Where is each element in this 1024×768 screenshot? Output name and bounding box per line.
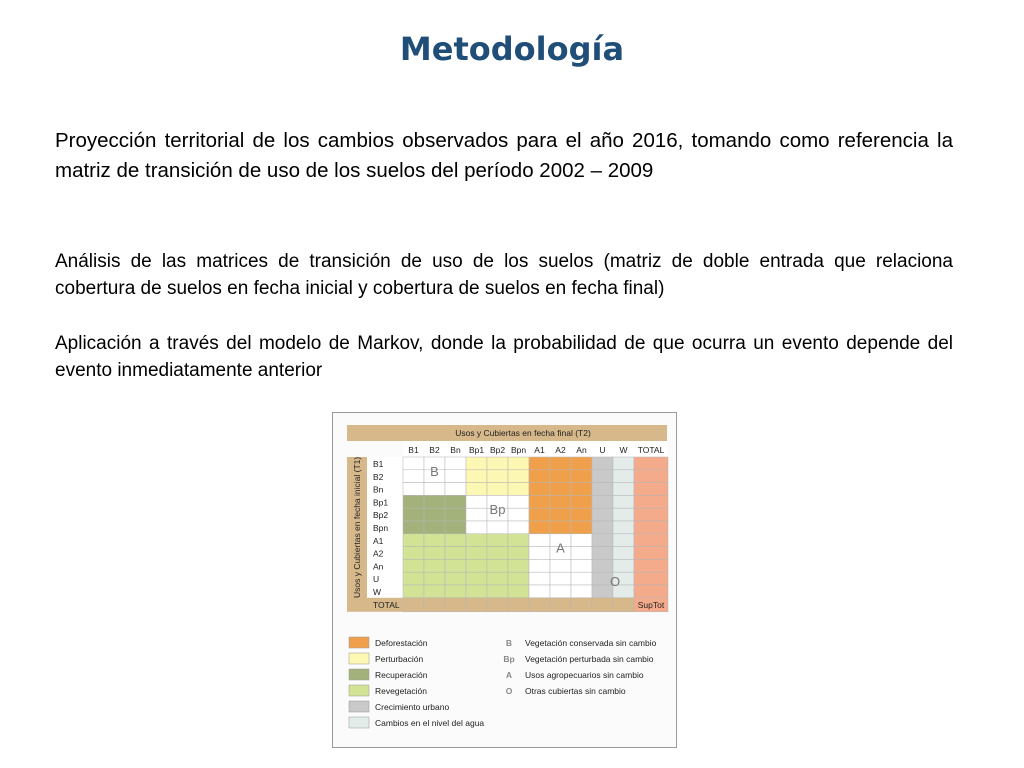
matrix-cell (403, 547, 424, 560)
matrix-cell (592, 457, 613, 470)
col-label: Bp2 (489, 445, 506, 455)
legend-code: O (505, 686, 513, 696)
legend-label: Crecimiento urbano (375, 702, 450, 712)
matrix-cell (445, 547, 466, 560)
matrix-cell (403, 470, 424, 483)
matrix-cell (466, 585, 487, 598)
total-row-cell (613, 598, 634, 612)
matrix-cell (403, 559, 424, 572)
total-row-cell (529, 598, 550, 612)
col-label: An (576, 445, 587, 455)
col-header-title: Usos y Cubiertas en fecha final (T2) (455, 428, 591, 438)
matrix-cell (445, 572, 466, 585)
matrix-cell (445, 508, 466, 521)
matrix-cell (445, 559, 466, 572)
matrix-cell (571, 483, 592, 496)
legend-code: Bp (503, 654, 515, 664)
matrix-cell (613, 559, 634, 572)
row-label: B2 (373, 471, 384, 482)
matrix-cell (508, 470, 529, 483)
matrix-cell (466, 483, 487, 496)
matrix-cell (613, 483, 634, 496)
legend-swatch (349, 685, 369, 696)
matrix-cell (487, 547, 508, 560)
matrix-cell (424, 559, 445, 572)
matrix-cell (571, 559, 592, 572)
matrix-cell (529, 559, 550, 572)
matrix-cell (613, 547, 634, 560)
matrix-cell (571, 572, 592, 585)
legend-code-label: Vegetación perturbada sin cambio (525, 654, 654, 664)
matrix-cell (487, 457, 508, 470)
matrix-cell (592, 547, 613, 560)
matrix-cell (508, 521, 529, 534)
total-col-cell (634, 521, 668, 534)
paragraph-analysis: Análisis de las matrices de transición de uso de los suelos (matriz de doble entrada que relaciona cobertura de suelos en fecha inicial y cobertura de suelos en fecha final) (55, 251, 953, 299)
matrix-cell (445, 585, 466, 598)
matrix-cell (487, 559, 508, 572)
matrix-cell (403, 495, 424, 508)
transition-matrix-figure (332, 412, 677, 748)
matrix-cell (571, 470, 592, 483)
matrix-cell (508, 572, 529, 585)
matrix-cell (613, 521, 634, 534)
matrix-cell (403, 508, 424, 521)
matrix-cell (571, 534, 592, 547)
matrix-cell (466, 521, 487, 534)
row-label: U (373, 574, 380, 585)
legend-label: Perturbación (375, 654, 424, 664)
matrix-cell (403, 572, 424, 585)
block-label-a: A (556, 540, 565, 556)
matrix-cell (487, 483, 508, 496)
legend-swatch (349, 717, 369, 728)
col-label: A2 (555, 445, 566, 455)
block-label-o: O (609, 574, 621, 590)
matrix-cell (613, 470, 634, 483)
matrix-cell (613, 508, 634, 521)
legend-swatch (349, 653, 369, 664)
total-corner-label: SupTot (637, 599, 665, 610)
matrix-cell (466, 508, 487, 521)
matrix-cell (592, 521, 613, 534)
matrix-cell (445, 483, 466, 496)
row-label: TOTAL (373, 599, 400, 610)
matrix-cell (550, 521, 571, 534)
total-row-cell (508, 598, 529, 612)
total-col-cell (634, 495, 668, 508)
matrix-cell (550, 457, 571, 470)
col-label: B1 (408, 445, 419, 455)
total-col-cell (634, 470, 668, 483)
row-label: W (373, 587, 382, 597)
matrix-cell (424, 547, 445, 560)
matrix-cell (592, 508, 613, 521)
col-label: U (599, 445, 606, 455)
total-col-cell (634, 483, 668, 496)
legend-code: A (505, 670, 513, 680)
legend-code-label: Usos agropecuarios sin cambio (525, 670, 644, 680)
matrix-cell (613, 534, 634, 547)
total-col-cell (634, 534, 668, 547)
matrix-cell (424, 585, 445, 598)
legend-swatch (349, 637, 369, 648)
matrix-cell (445, 521, 466, 534)
matrix-cell (445, 534, 466, 547)
matrix-cell (403, 521, 424, 534)
matrix-cell (508, 534, 529, 547)
total-col-cell (634, 457, 668, 470)
matrix-cell (550, 559, 571, 572)
total-row-cell (487, 598, 508, 612)
legend-label: Recuperación (375, 670, 428, 680)
matrix-cell (424, 483, 445, 496)
matrix-cell (571, 508, 592, 521)
legend-code-label: Otras cubiertas sin cambio (525, 686, 626, 696)
matrix-cell (466, 547, 487, 560)
total-row-cell (424, 598, 445, 612)
matrix-cell (529, 470, 550, 483)
matrix-cell (508, 547, 529, 560)
matrix-cell (529, 534, 550, 547)
col-label: Bp1 (468, 445, 485, 455)
row-label: Bpn (373, 523, 389, 533)
col-label: TOTAL (637, 445, 665, 455)
matrix-cell (529, 585, 550, 598)
matrix-cell (466, 495, 487, 508)
total-col-cell (634, 547, 668, 560)
matrix-cell (508, 559, 529, 572)
legend-label: Revegetación (375, 686, 427, 696)
legend-label: Cambios en el nivel del agua (375, 718, 485, 728)
matrix-cell (424, 534, 445, 547)
row-label: An (373, 561, 384, 572)
matrix-cell (445, 457, 466, 470)
matrix-cell (445, 470, 466, 483)
total-row-cell (403, 598, 424, 612)
matrix-cell (424, 508, 445, 521)
total-row-cell (592, 598, 613, 612)
matrix-cell (487, 534, 508, 547)
matrix-cell (529, 483, 550, 496)
matrix-cell (613, 457, 634, 470)
matrix-cell (403, 457, 424, 470)
matrix-cell (445, 495, 466, 508)
row-label: Bp1 (373, 497, 389, 508)
block-label-bp: Bp (489, 502, 506, 518)
total-row-cell (571, 598, 592, 612)
matrix-cell (550, 585, 571, 598)
matrix-cell (571, 457, 592, 470)
paragraph-markov: Aplicación a través del modelo de Markov, donde la probabilidad de que ocurra un evento depende del evento inmediatamente anterior (55, 333, 953, 381)
matrix-cell (529, 495, 550, 508)
legend-label: Deforestación (375, 638, 428, 648)
matrix-cell (403, 483, 424, 496)
matrix-cell (424, 572, 445, 585)
matrix-cell (508, 508, 529, 521)
matrix-cell (571, 495, 592, 508)
matrix-cell (592, 495, 613, 508)
matrix-cell (466, 457, 487, 470)
slide-title: Metodología (399, 30, 625, 68)
matrix-cell (529, 521, 550, 534)
col-label: Bpn (510, 445, 527, 455)
matrix-cell (550, 470, 571, 483)
matrix-cell (403, 534, 424, 547)
matrix-cell (571, 547, 592, 560)
matrix-cell (424, 521, 445, 534)
total-row-cell (445, 598, 466, 612)
matrix-cell (550, 572, 571, 585)
legend-code: B (505, 638, 513, 648)
matrix-cell (550, 495, 571, 508)
col-label: A1 (534, 445, 545, 455)
paragraph-projection: Proyección territorial de los cambios observados para el año 2016, tomando como referencia la matriz de transición de uso de los suelos del período 2002 – 2009 (55, 129, 953, 182)
matrix-cell (529, 547, 550, 560)
matrix-cell (487, 521, 508, 534)
matrix-cell (508, 483, 529, 496)
row-label: Bn (373, 484, 384, 495)
matrix-cell (466, 534, 487, 547)
total-col-cell (634, 585, 668, 598)
matrix-cell (571, 585, 592, 598)
col-label: Bn (450, 445, 461, 455)
matrix-cell (529, 508, 550, 521)
total-row-cell (550, 598, 571, 612)
matrix-cell (508, 585, 529, 598)
matrix-cell (550, 483, 571, 496)
row-label: B1 (373, 459, 384, 469)
matrix-cell (508, 495, 529, 508)
transition-matrix-svg (333, 413, 678, 749)
matrix-cell (424, 495, 445, 508)
matrix-cell (487, 470, 508, 483)
matrix-cell (550, 508, 571, 521)
total-row-cell (466, 598, 487, 612)
matrix-cell (466, 470, 487, 483)
matrix-cell (403, 585, 424, 598)
matrix-cell (487, 572, 508, 585)
legend-swatch (349, 669, 369, 680)
matrix-cell (592, 559, 613, 572)
row-label: Bp2 (373, 510, 389, 521)
matrix-cell (592, 470, 613, 483)
matrix-cell (508, 457, 529, 470)
matrix-cell (487, 585, 508, 598)
matrix-cell (592, 534, 613, 547)
matrix-cell (529, 572, 550, 585)
matrix-cell (571, 521, 592, 534)
row-label: A2 (373, 548, 384, 559)
row-header-title: Usos y Cubiertas en fecha inicial (T1) (352, 456, 362, 599)
col-label: W (619, 445, 628, 455)
block-label-b: B (430, 463, 439, 479)
total-col-cell (634, 508, 668, 521)
matrix-cell (613, 495, 634, 508)
matrix-cell (529, 457, 550, 470)
matrix-cell (466, 559, 487, 572)
total-col-cell (634, 572, 668, 585)
matrix-cell (592, 483, 613, 496)
col-label: B2 (429, 445, 440, 455)
legend-swatch (349, 701, 369, 712)
matrix-cell (466, 572, 487, 585)
legend-code-label: Vegetación conservada sin cambio (525, 638, 657, 648)
total-col-cell (634, 559, 668, 572)
row-label: A1 (373, 535, 384, 546)
